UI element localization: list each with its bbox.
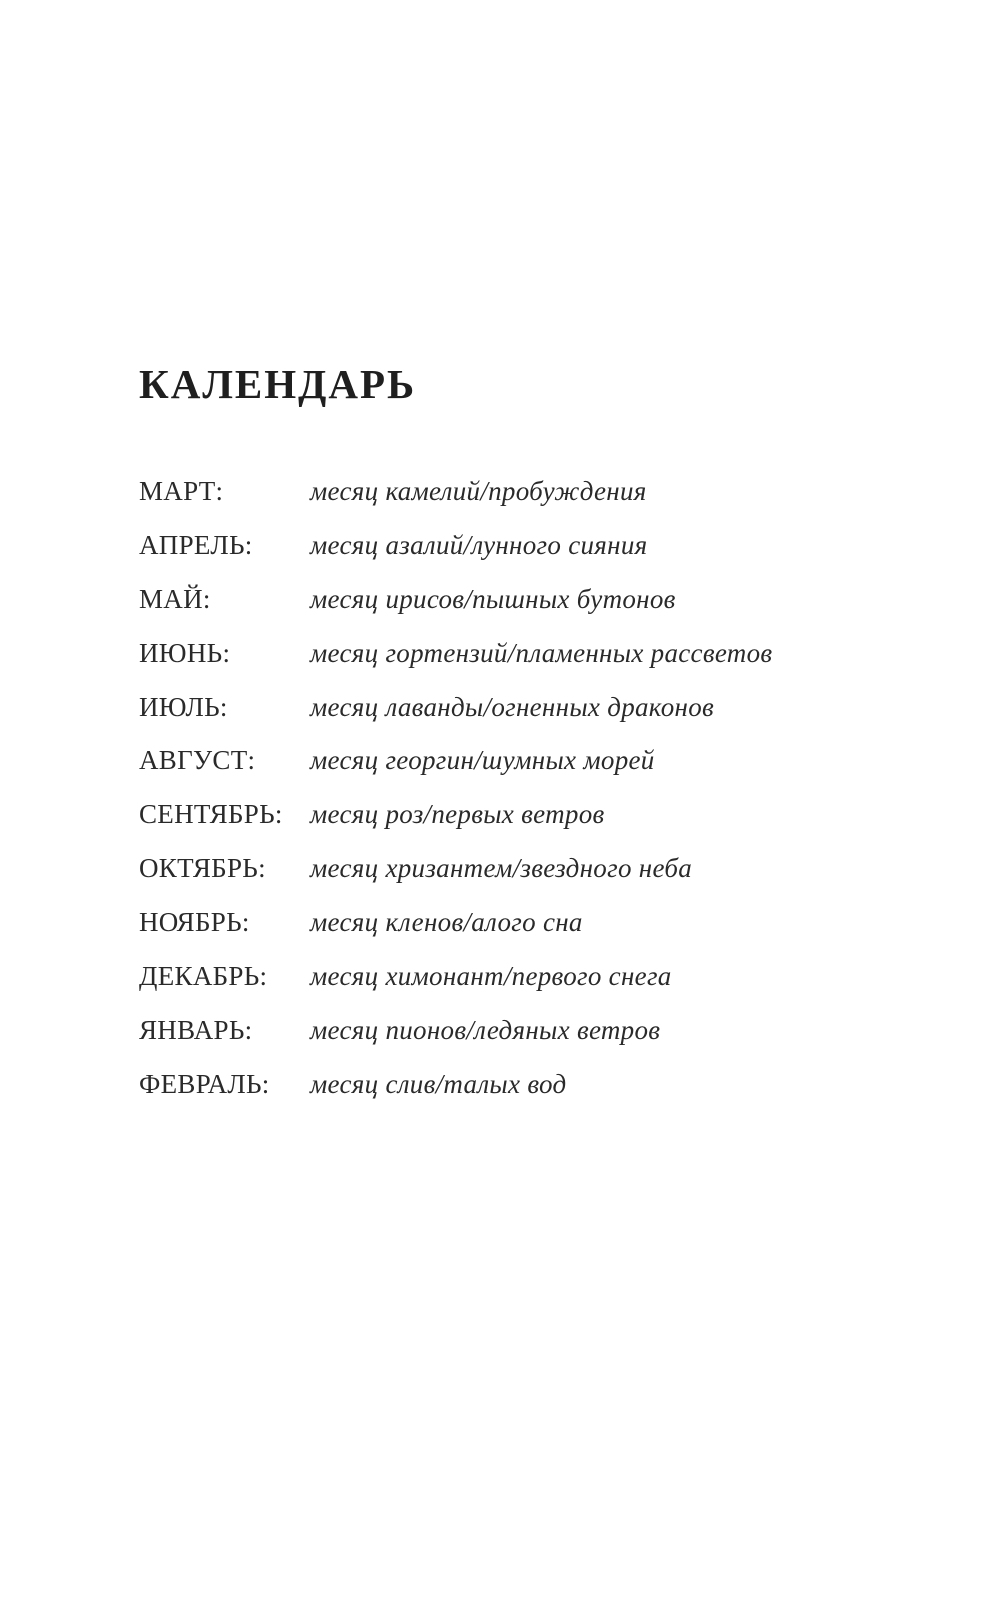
- calendar-row-may: [139, 583, 899, 640]
- month-description: месяц кленов/алого сна: [310, 907, 583, 938]
- month-description: месяц гортензий/пламенных рассветов: [310, 637, 773, 668]
- month-description: месяц химонант/первого снега: [310, 961, 672, 992]
- calendar-row-november: [139, 909, 899, 963]
- month-name: АВГУСТ:: [139, 745, 256, 776]
- calendar-row-june: [139, 637, 899, 694]
- month-description: месяц лаванды/огненных драконов: [310, 691, 715, 722]
- month-description: месяц роз/первых ветров: [310, 799, 605, 830]
- month-description: месяц азалий/лунного сияния: [310, 529, 648, 560]
- month-name: ИЮНЬ:: [139, 637, 231, 668]
- month-description: месяц слив/талых вод: [310, 1068, 567, 1099]
- calendar-row-august: [139, 747, 899, 801]
- month-description: месяц георгин/шумных морей: [310, 745, 655, 776]
- calendar-row-october: [139, 855, 899, 909]
- calendar-row-september: [139, 801, 899, 855]
- calendar-row-january: [139, 1014, 899, 1071]
- month-description: месяц пионов/ледяных ветров: [310, 1014, 661, 1045]
- month-description: месяц ирисов/пышных бутонов: [310, 583, 676, 614]
- calendar-row-july: [139, 691, 899, 748]
- month-name: ДЕКАБРЬ:: [139, 961, 268, 992]
- month-description: месяц камелий/пробуждения: [310, 476, 647, 506]
- month-name: АПРЕЛЬ:: [139, 529, 253, 560]
- month-name: МАРТ:: [139, 476, 224, 506]
- month-name: НОЯБРЬ:: [139, 907, 250, 938]
- month-name: ИЮЛЬ:: [139, 691, 228, 722]
- calendar-row-december: [139, 963, 899, 1017]
- calendar-row-april: [139, 529, 899, 586]
- page-title: КАЛЕНДАРЬ: [139, 361, 417, 407]
- month-name: ФЕВРАЛЬ:: [139, 1068, 270, 1099]
- month-name: СЕНТЯБРЬ:: [139, 799, 283, 830]
- calendar-row-february: [139, 1068, 899, 1125]
- month-name: МАЙ:: [139, 583, 211, 614]
- calendar-list: [139, 478, 899, 1125]
- month-name: ОКТЯБРЬ:: [139, 853, 266, 884]
- calendar-row-march: [139, 478, 899, 532]
- month-name: ЯНВАРЬ:: [139, 1014, 253, 1045]
- month-description: месяц хризантем/звездного неба: [310, 853, 693, 884]
